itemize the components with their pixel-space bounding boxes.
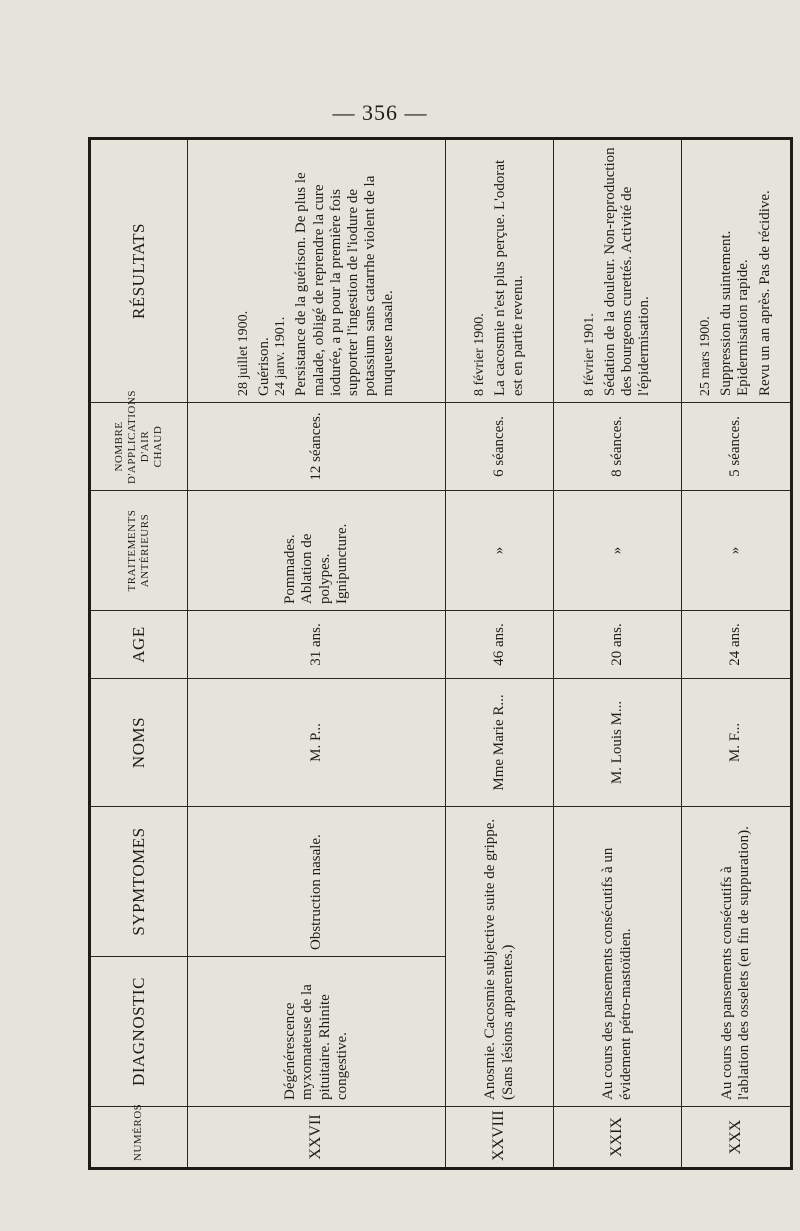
row-traitements: »	[682, 491, 792, 611]
row-age: 31 ans.	[188, 611, 446, 679]
header-numero: NUMÉROS	[90, 1107, 188, 1169]
row-nom: M. Louis M...	[554, 679, 682, 807]
row-resultats	[188, 139, 446, 403]
rotated-table-container	[88, 140, 793, 1170]
row-diagnostic: Au cours des pansements consécutifs à un évidement pétro-mastoïdien.	[554, 807, 682, 1107]
row-traitements: Pommades. Ablation de polypes. Ignipuncture.	[188, 491, 446, 611]
table-row	[188, 139, 446, 1169]
result-date: 8 février 1901.	[581, 313, 597, 396]
row-age: 24 ans.	[682, 611, 792, 679]
row-symptomes: Obstruction nasale.	[188, 807, 446, 957]
result-date: 8 février 1900.	[472, 313, 488, 396]
result-date: 28 juillet 1900.	[236, 310, 252, 396]
row-applications: 5 séances.	[682, 403, 792, 491]
row-applications: 8 séances.	[554, 403, 682, 491]
row-numero: XXX	[682, 1107, 792, 1169]
header-traitements: TRAITEMENTS ANTÉRIEURS	[90, 491, 188, 611]
header-symptomes: SYPMTOMES	[90, 807, 188, 957]
table-row	[554, 139, 682, 1169]
row-resultats	[554, 139, 682, 403]
clinical-table	[88, 137, 793, 1170]
row-diagnostic: Anosmie. Cacosmie subjective suite de grippe. (Sans lésions apparentes.)	[446, 807, 554, 1107]
row-diagnostic: Au cours des pansements consécutifs à l'ablation des osselets (en fin de suppuration).	[682, 807, 792, 1107]
row-nom: M. P...	[188, 679, 446, 807]
result-text: Sédation de la douleur. Non-reproduction des bourgeons curettés. Activité de l'épidermisation.	[601, 147, 653, 396]
header-age: AGE	[90, 611, 188, 679]
header-noms: NOMS	[90, 679, 188, 807]
header-applications: NOMBRE D'APPLICATIONS D'AIR CHAUD	[90, 403, 188, 491]
row-applications: 6 séances.	[446, 403, 554, 491]
header-row	[90, 139, 188, 1169]
row-age: 46 ans.	[446, 611, 554, 679]
row-nom: Mme Marie R...	[446, 679, 554, 807]
page-number: — 356 —	[332, 100, 428, 125]
row-applications: 12 séances.	[188, 403, 446, 491]
row-traitements: »	[554, 491, 682, 611]
result-text-2: Persistance de la guérison. De plus le malade, obligé de reprendre la cure iodurée, a pu pour la première fois supporter l'ingestion de l'iodure de potassium sans catarrhe violent de la muqueuse nasale.	[293, 172, 396, 396]
table-row	[682, 139, 792, 1169]
row-age: 20 ans.	[554, 611, 682, 679]
result-text: Guérison.	[256, 337, 273, 396]
result-date-2: 24 janv. 1901.	[273, 316, 289, 396]
header-diagnostic: DIAGNOSTIC	[90, 957, 188, 1107]
row-numero: XXVII	[188, 1107, 446, 1169]
row-resultats	[446, 139, 554, 403]
row-numero: XXVIII	[446, 1107, 554, 1169]
row-numero: XXIX	[554, 1107, 682, 1169]
result-text: Suppression du suintement. Epidermisation rapide.	[718, 230, 752, 396]
row-resultats	[682, 139, 792, 403]
header-resultats: RÉSULTATS	[90, 139, 188, 403]
table-row	[446, 139, 554, 1169]
result-text-2: Revu un an après. Pas de récidive.	[756, 190, 773, 396]
row-nom: M. F...	[682, 679, 792, 807]
row-diagnostic: Dégénérescence myxomateuse de la pituitaire. Rhinite congestive.	[188, 957, 446, 1107]
row-traitements: »	[446, 491, 554, 611]
result-date: 25 mars 1900.	[698, 316, 714, 396]
result-text: La cacosmie n'est plus perçue. L'odorat est en partie revenu.	[492, 159, 526, 396]
